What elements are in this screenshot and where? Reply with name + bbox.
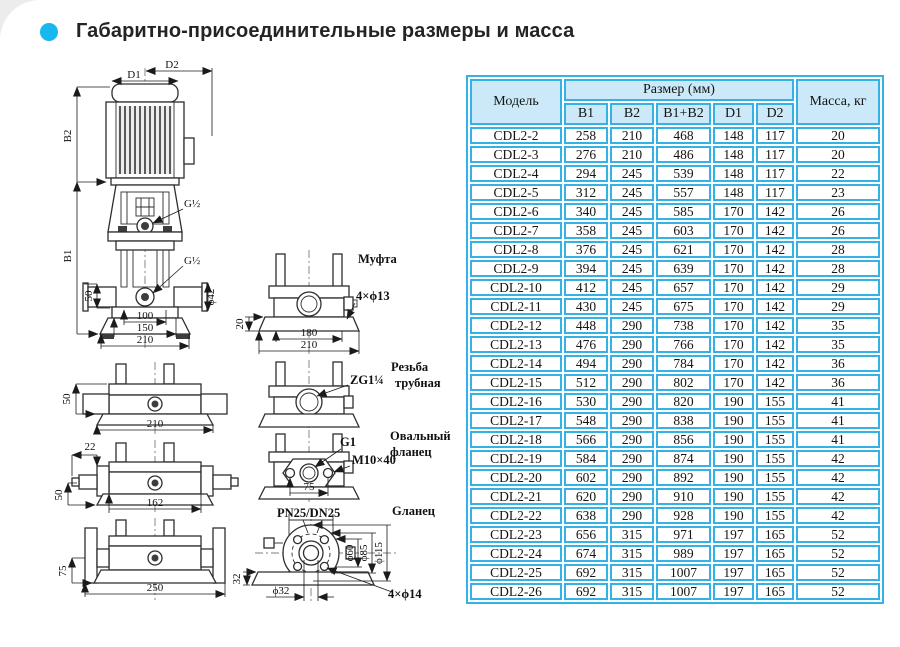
table-row (470, 222, 880, 239)
header-d2: D2 (756, 103, 794, 125)
dim-label-50c: 50 (53, 489, 65, 501)
cell-value: 20 (796, 127, 880, 144)
dim-label-phi115: ϕ115 (373, 542, 385, 564)
cell-value: 117 (756, 146, 794, 163)
cell-value: 290 (610, 317, 654, 334)
cell-value: 290 (610, 450, 654, 467)
cell-value: 170 (713, 336, 754, 353)
cell-value: 494 (564, 355, 608, 372)
cell-value: 165 (756, 583, 794, 600)
header-size-group: Размер (мм) (564, 79, 794, 101)
cell-value: 989 (656, 545, 711, 562)
table-row (470, 507, 880, 524)
cell-value: 910 (656, 488, 711, 505)
cell-value: 36 (796, 374, 880, 391)
cell-value: 675 (656, 298, 711, 315)
cell-value: 738 (656, 317, 711, 334)
bullet-icon (40, 23, 58, 41)
cell-value: 258 (564, 127, 608, 144)
dim-label-22: 22 (84, 441, 96, 453)
cell-model: CDL2-11 (470, 298, 562, 315)
cell-value: 20 (796, 146, 880, 163)
cell-value: 190 (713, 393, 754, 410)
table-row (470, 317, 880, 334)
cell-value: 155 (756, 507, 794, 524)
cell-value: 276 (564, 146, 608, 163)
cell-value: 602 (564, 469, 608, 486)
cell-value: 656 (564, 526, 608, 543)
cell-value: 142 (756, 222, 794, 239)
cell-value: 376 (564, 241, 608, 258)
cell-value: 170 (713, 374, 754, 391)
flange-title: Gланец (392, 504, 435, 518)
dim-label-210b: 210 (300, 339, 318, 351)
dim-label-phi42: ϕ42 (205, 288, 217, 306)
cell-value: 155 (756, 469, 794, 486)
cell-value: 639 (656, 260, 711, 277)
cell-value: 35 (796, 317, 880, 334)
cell-value: 928 (656, 507, 711, 524)
cell-value: 142 (756, 279, 794, 296)
cell-value: 170 (713, 260, 754, 277)
table-row (470, 184, 880, 201)
base-side-view-1 (61, 362, 227, 434)
cell-value: 802 (656, 374, 711, 391)
cell-value: 692 (564, 583, 608, 600)
cell-value: 892 (656, 469, 711, 486)
table-row (470, 336, 880, 353)
cell-model: CDL2-13 (470, 336, 562, 353)
cell-model: CDL2-24 (470, 545, 562, 562)
cell-model: CDL2-16 (470, 393, 562, 410)
cell-value: 657 (656, 279, 711, 296)
page-header (40, 20, 574, 43)
cell-value: 290 (610, 336, 654, 353)
cell-value: 165 (756, 545, 794, 562)
table-body (470, 127, 880, 600)
cell-value: 155 (756, 450, 794, 467)
thread-spec-label: ZG1¼ (350, 373, 384, 387)
cell-value: 170 (713, 317, 754, 334)
dim-label-phi32: ϕ32 (272, 585, 290, 597)
cell-value: 35 (796, 336, 880, 353)
cell-value: 290 (610, 374, 654, 391)
cell-value: 245 (610, 260, 654, 277)
table-row (470, 583, 880, 600)
table-row (470, 526, 880, 543)
cell-value: 856 (656, 431, 711, 448)
cell-value: 52 (796, 564, 880, 581)
cell-value: 210 (610, 127, 654, 144)
table-row (470, 545, 880, 562)
cell-value: 315 (610, 526, 654, 543)
cell-value: 315 (610, 583, 654, 600)
cell-value: 245 (610, 279, 654, 296)
table-row (470, 412, 880, 429)
cell-value: 1007 (656, 583, 711, 600)
dim-label-d1: D1 (127, 69, 141, 81)
cell-value: 148 (713, 127, 754, 144)
cell-value: 142 (756, 203, 794, 220)
header-b2: B2 (610, 103, 654, 125)
header-d1: D1 (713, 103, 754, 125)
cell-model: CDL2-26 (470, 583, 562, 600)
oval-title-line1: Овальный (390, 429, 451, 443)
cell-value: 142 (756, 374, 794, 391)
thread-title-line2: трубная (395, 376, 441, 390)
cell-model: CDL2-17 (470, 412, 562, 429)
cell-value: 584 (564, 450, 608, 467)
cell-value: 394 (564, 260, 608, 277)
cell-value: 170 (713, 298, 754, 315)
cell-value: 245 (610, 298, 654, 315)
cell-value: 197 (713, 545, 754, 562)
pipe-thread-connection-view (259, 360, 441, 428)
table-row (470, 260, 880, 277)
cell-value: 245 (610, 203, 654, 220)
cell-value: 290 (610, 412, 654, 429)
cell-model: CDL2-18 (470, 431, 562, 448)
cell-value: 41 (796, 431, 880, 448)
table-row (470, 241, 880, 258)
dim-label-210c: 210 (146, 418, 164, 430)
cell-model: CDL2-4 (470, 165, 562, 182)
table-row (470, 146, 880, 163)
cell-value: 29 (796, 298, 880, 315)
dim-label-b1: B1 (62, 249, 74, 263)
cell-value: 52 (796, 545, 880, 562)
cell-value: 692 (564, 564, 608, 581)
cell-value: 530 (564, 393, 608, 410)
dim-label-150: 150 (136, 322, 154, 334)
cell-value: 638 (564, 507, 608, 524)
dim-label-20: 20 (234, 318, 246, 330)
dim-label-75b: 75 (57, 565, 69, 577)
cell-value: 148 (713, 165, 754, 182)
dim-label-b2: B2 (62, 129, 74, 143)
dim-label-250: 250 (146, 582, 164, 594)
cell-value: 476 (564, 336, 608, 353)
cell-value: 170 (713, 355, 754, 372)
cell-value: 557 (656, 184, 711, 201)
table-row (470, 279, 880, 296)
flange-connection-view (231, 504, 435, 604)
cell-value: 117 (756, 127, 794, 144)
cell-model: CDL2-22 (470, 507, 562, 524)
table-row (470, 355, 880, 372)
cell-value: 245 (610, 184, 654, 201)
cell-value: 36 (796, 355, 880, 372)
cell-model: CDL2-14 (470, 355, 562, 372)
thread-label-g1: G1 (340, 435, 356, 449)
page-corner-decoration (0, 0, 44, 44)
cell-value: 539 (656, 165, 711, 182)
cell-value: 294 (564, 165, 608, 182)
table-row (470, 469, 880, 486)
cell-value: 117 (756, 165, 794, 182)
cell-value: 290 (610, 488, 654, 505)
cell-value: 142 (756, 298, 794, 315)
cell-value: 170 (713, 279, 754, 296)
cell-value: 245 (610, 222, 654, 239)
cell-model: CDL2-5 (470, 184, 562, 201)
cell-value: 165 (756, 564, 794, 581)
cell-value: 26 (796, 222, 880, 239)
oval-title-line2: фланец (390, 445, 432, 459)
cell-value: 197 (713, 583, 754, 600)
cell-value: 117 (756, 184, 794, 201)
cell-model: CDL2-12 (470, 317, 562, 334)
cell-value: 52 (796, 583, 880, 600)
cell-value: 290 (610, 355, 654, 372)
cell-model: CDL2-19 (470, 450, 562, 467)
cell-value: 245 (610, 165, 654, 182)
cell-value: 42 (796, 469, 880, 486)
cell-value: 155 (756, 431, 794, 448)
cell-value: 142 (756, 260, 794, 277)
cell-value: 548 (564, 412, 608, 429)
table-row (470, 450, 880, 467)
cell-value: 820 (656, 393, 711, 410)
page-title: Габаритно-присоединительные размеры и масса (76, 20, 575, 42)
cell-value: 766 (656, 336, 711, 353)
dim-label-75: 75 (303, 481, 315, 493)
oval-flange-connection-view (259, 429, 451, 502)
cell-value: 190 (713, 450, 754, 467)
cell-model: CDL2-25 (470, 564, 562, 581)
base-side-view-3 (57, 518, 225, 600)
cell-model: CDL2-3 (470, 146, 562, 163)
dim-label-210: 210 (136, 334, 154, 346)
cell-value: 28 (796, 260, 880, 277)
cell-value: 674 (564, 545, 608, 562)
cell-value: 430 (564, 298, 608, 315)
cell-value: 190 (713, 431, 754, 448)
pump-front-view (62, 59, 217, 350)
cell-value: 190 (713, 469, 754, 486)
cell-value: 170 (713, 241, 754, 258)
cell-value: 468 (656, 127, 711, 144)
cell-value: 412 (564, 279, 608, 296)
cell-value: 838 (656, 412, 711, 429)
cell-value: 358 (564, 222, 608, 239)
cell-value: 448 (564, 317, 608, 334)
cell-model: CDL2-7 (470, 222, 562, 239)
cell-value: 148 (713, 184, 754, 201)
cell-value: 41 (796, 393, 880, 410)
cell-value: 290 (610, 507, 654, 524)
cell-value: 28 (796, 241, 880, 258)
table-row (470, 564, 880, 581)
cell-value: 312 (564, 184, 608, 201)
table-row (470, 203, 880, 220)
table-row (470, 127, 880, 144)
base-side-view-2 (53, 440, 238, 513)
dim-label-phi85: ϕ85 (358, 544, 370, 562)
dim-label-50: 50 (83, 290, 95, 302)
dim-label-162: 162 (146, 497, 164, 509)
dimensions-table (466, 75, 884, 604)
cell-value: 290 (610, 469, 654, 486)
cell-value: 315 (610, 545, 654, 562)
cell-value: 29 (796, 279, 880, 296)
table-header (470, 79, 880, 125)
cell-model: CDL2-21 (470, 488, 562, 505)
cell-value: 155 (756, 488, 794, 505)
dim-label-50b: 50 (61, 393, 73, 405)
cell-value: 566 (564, 431, 608, 448)
cell-value: 41 (796, 412, 880, 429)
bolt-label-m10x40: M10×40 (352, 453, 396, 467)
cell-value: 190 (713, 488, 754, 505)
cell-value: 26 (796, 203, 880, 220)
table-row (470, 374, 880, 391)
dim-label-180: 180 (300, 327, 318, 339)
cell-value: 197 (713, 526, 754, 543)
cell-value: 245 (610, 241, 654, 258)
cell-value: 585 (656, 203, 711, 220)
cell-value: 290 (610, 431, 654, 448)
coupling-connection-view (234, 250, 398, 354)
cell-model: CDL2-6 (470, 203, 562, 220)
cell-value: 155 (756, 412, 794, 429)
cell-value: 22 (796, 165, 880, 182)
cell-value: 486 (656, 146, 711, 163)
cell-value: 142 (756, 241, 794, 258)
port-label-g12-top: G½ (184, 198, 201, 210)
cell-value: 142 (756, 336, 794, 353)
cell-value: 148 (713, 146, 754, 163)
cell-model: CDL2-8 (470, 241, 562, 258)
port-label-g12-mid: G½ (184, 255, 201, 267)
table-row (470, 431, 880, 448)
table-row (470, 393, 880, 410)
cell-value: 603 (656, 222, 711, 239)
cell-value: 1007 (656, 564, 711, 581)
cell-value: 142 (756, 355, 794, 372)
cell-model: CDL2-9 (470, 260, 562, 277)
cell-model: CDL2-20 (470, 469, 562, 486)
header-b1: B1 (564, 103, 608, 125)
cell-model: CDL2-15 (470, 374, 562, 391)
header-mass: Масса, кг (796, 79, 880, 125)
cell-value: 210 (610, 146, 654, 163)
cell-value: 971 (656, 526, 711, 543)
cell-value: 23 (796, 184, 880, 201)
table-row (470, 488, 880, 505)
cell-value: 165 (756, 526, 794, 543)
technical-drawings (40, 55, 470, 647)
cell-value: 290 (610, 393, 654, 410)
cell-value: 42 (796, 488, 880, 505)
cell-value: 190 (713, 507, 754, 524)
cell-value: 155 (756, 393, 794, 410)
cell-value: 340 (564, 203, 608, 220)
header-model: Модель (470, 79, 562, 125)
dim-label-phi60: ϕ60 (344, 544, 356, 562)
cell-value: 42 (796, 507, 880, 524)
holes-label-4x13: 4×ϕ13 (356, 289, 390, 303)
cell-value: 621 (656, 241, 711, 258)
thread-title-line1: Резьба (391, 360, 429, 374)
cell-value: 190 (713, 412, 754, 429)
flange-rating-label: PN25/DN25 (277, 506, 341, 520)
cell-value: 170 (713, 203, 754, 220)
dim-label-d2: D2 (165, 59, 179, 71)
cell-value: 512 (564, 374, 608, 391)
cell-value: 170 (713, 222, 754, 239)
coupling-title: Муфта (358, 252, 397, 266)
cell-value: 197 (713, 564, 754, 581)
header-b1b2: B1+B2 (656, 103, 711, 125)
cell-value: 620 (564, 488, 608, 505)
cell-value: 315 (610, 564, 654, 581)
dim-label-100: 100 (136, 310, 154, 322)
cell-value: 142 (756, 317, 794, 334)
dim-label-32: 32 (231, 573, 243, 585)
table-row (470, 298, 880, 315)
cell-model: CDL2-2 (470, 127, 562, 144)
cell-model: CDL2-23 (470, 526, 562, 543)
cell-value: 874 (656, 450, 711, 467)
cell-value: 52 (796, 526, 880, 543)
table-row (470, 165, 880, 182)
cell-value: 784 (656, 355, 711, 372)
cell-model: CDL2-10 (470, 279, 562, 296)
cell-value: 42 (796, 450, 880, 467)
holes-label-4x14: 4×ϕ14 (388, 587, 422, 601)
